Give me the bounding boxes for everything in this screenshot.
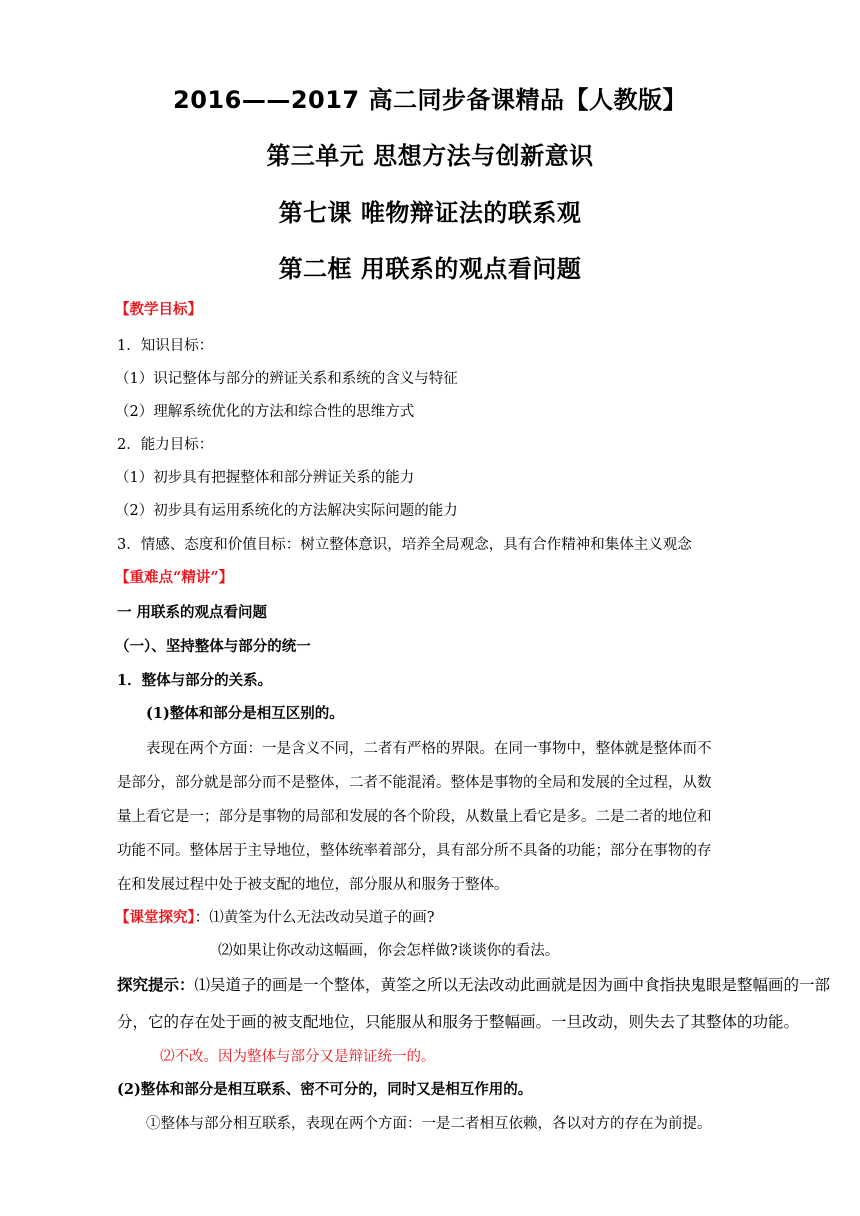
paragraph-line: 是部分，部分就是部分而不是整体，二者不能混淆。整体是事物的全局和发展的全过程，从数 (117, 775, 712, 791)
goal-item: （2）理解系统优化的方法和综合性的思维方式 (115, 404, 415, 420)
paragraph-line: 量上看它是一；部分是事物的局部和发展的各个阶段，从数量上看它是多。二是二者的地位和 (117, 809, 712, 825)
section-heading: 一 用联系的观点看问题 (117, 604, 268, 621)
hint-text-1: ⑴吴道子的画是一个整体，黄筌之所以无法改动此画就是因为画中食指抉鬼眼是整幅画的一部 (194, 976, 831, 994)
point-heading: 1．整体与部分的关系。 (117, 672, 273, 689)
goal-item: 3．情感、态度和价值目标：树立整体意识，培养全局观念，具有合作精神和集体主义观念 (117, 537, 692, 553)
lesson-title: 第七课 唯物辩证法的联系观 (278, 199, 582, 227)
goal-item: 1．知识目标： (117, 338, 214, 354)
paragraph-line: 在和发展过程中处于被支配的地位，部分服从和服务于整体。 (117, 877, 509, 893)
paragraph-line: 表现在两个方面：一是含义不同，二者有严格的界限。在同一事物中，整体就是整体而不 (146, 741, 712, 757)
goal-item: （2）初步具有运用系统化的方法解决实际问题的能力 (115, 503, 458, 519)
key-points-heading: 【重难点“精讲”】 (115, 569, 234, 586)
goal-item: （1）识记整体与部分的辨证关系和系统的含义与特征 (115, 371, 458, 387)
hint-text-3: ⑵不改。因为整体与部分又是辩证统一的。 (160, 1049, 436, 1065)
subpoint-heading: (1)整体和部分是相互区别的。 (146, 705, 344, 722)
hint-text-2: 分，它的存在处于画的被支配地位，只能服从和服务于整幅画。一旦改动，则失去了其整体的功能。 (117, 1013, 800, 1031)
hint-label: 探究提示： (117, 976, 195, 994)
paragraph-line: 功能不同。整体居于主导地位，整体统率着部分，具有部分所不具备的功能；部分在事物的存 (117, 843, 712, 859)
explore-question-2: ⑵如果让你改动这幅画，你会怎样做?谈谈你的看法。 (218, 943, 560, 959)
unit-title: 第三单元 思想方法与创新意识 (266, 142, 594, 170)
explore-label: 【课堂探究】 (115, 909, 195, 926)
frame-title: 第二框 用联系的观点看问题 (278, 255, 582, 283)
subpoint-heading-2: (2)整体和部分是相互联系、密不可分的，同时又是相互作用的。 (117, 1081, 533, 1098)
subsection-heading: （一）、坚持整体与部分的统一 (115, 638, 311, 655)
goal-item: 2．能力目标： (117, 437, 214, 453)
goals-heading: 【教学目标】 (115, 301, 202, 318)
explore-line (115, 908, 435, 928)
goal-item: （1）初步具有把握整体和部分辨证关系的能力 (115, 470, 415, 486)
doc-title: 2016——2017 高二同步备课精品【人教版】 (173, 86, 687, 114)
explore-question-1: ：⑴黄筌为什么无法改动吴道子的画? (194, 910, 435, 926)
paragraph-line: ①整体与部分相互联系，表现在两个方面：一是二者相互依赖，各以对方的存在为前提。 (146, 1116, 712, 1132)
hint-line (117, 975, 830, 995)
